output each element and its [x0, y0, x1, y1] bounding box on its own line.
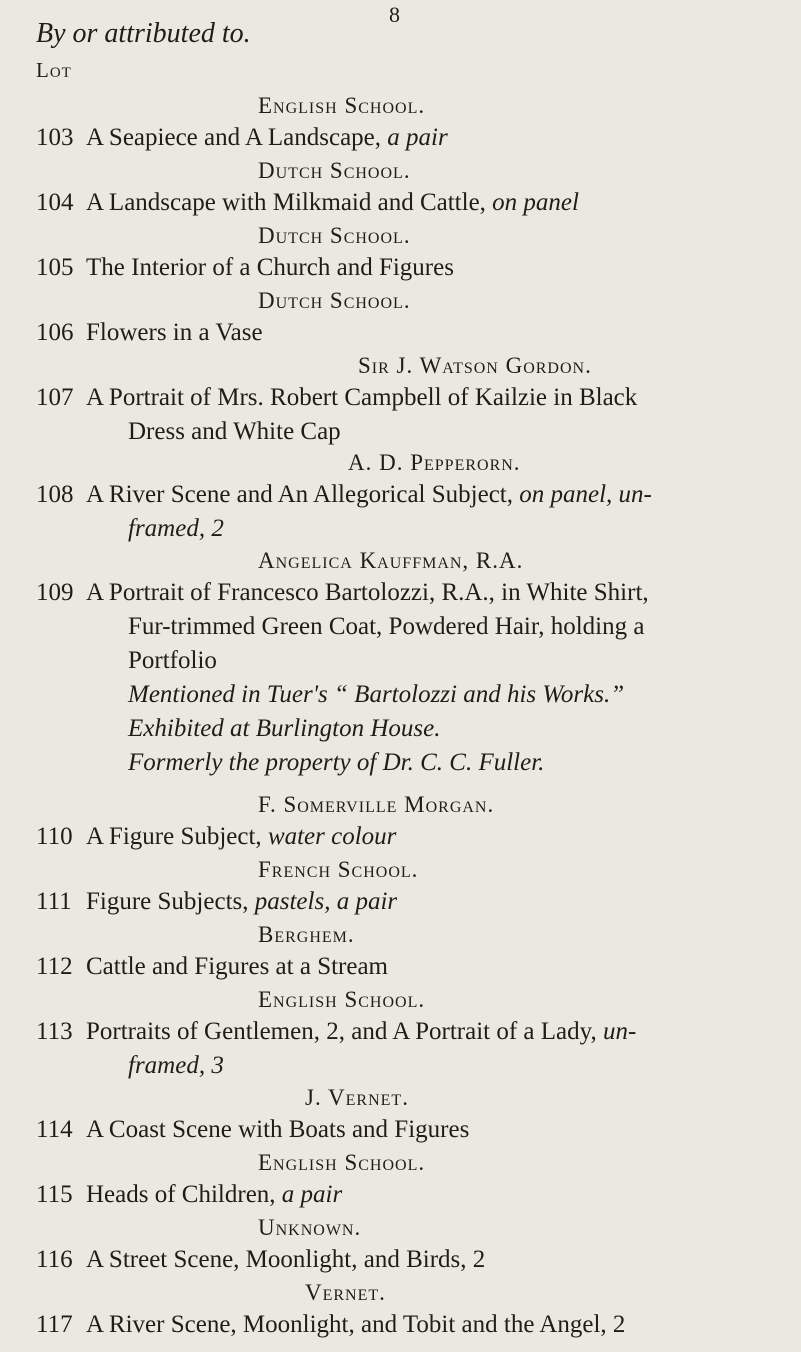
attribution: Dutch School. [258, 158, 411, 183]
page-number: 8 [389, 2, 400, 27]
attribution: A. D. Pepperorn. [348, 450, 521, 475]
lot-description: A Portrait of Mrs. Robert Campbell of Kailzie in Black [86, 384, 638, 411]
lot-number: 114 [36, 1116, 73, 1143]
attribution: English School. [258, 93, 426, 118]
lot-description: Flowers in a Vase [86, 319, 263, 346]
lot-description: A Seapiece and A Landscape, a pair [86, 124, 448, 151]
lot-entry [0, 1116, 801, 1150]
lot-note: Formerly the property of Dr. C. C. Fuller. [128, 749, 545, 776]
lot-description-cont: Portfolio [128, 647, 217, 674]
lot-description: Cattle and Figures at a Stream [86, 953, 389, 980]
lot-number: 112 [36, 953, 73, 980]
lot-note: Mentioned in Tuer's “ Bartolozzi and his Works.” [128, 681, 625, 708]
lot-description-cont: Fur-trimmed Green Coat, Powdered Hair, holding a [128, 613, 645, 640]
lot-entry [0, 254, 801, 288]
attribution: Dutch School. [258, 223, 411, 248]
lot-entry [0, 319, 801, 353]
attribution: Dutch School. [258, 288, 411, 313]
attribution: Vernet. [305, 1280, 386, 1305]
lot-number: 109 [36, 579, 74, 606]
lot-number: 104 [36, 189, 74, 216]
lot-description-cont: Dress and White Cap [128, 418, 341, 445]
lot-number: 110 [36, 823, 73, 850]
lot-number: 117 [36, 1311, 73, 1338]
page-heading: By or attributed to. [36, 18, 251, 49]
lot-entry [0, 481, 801, 515]
lot-description: Heads of Children, a pair [86, 1181, 343, 1208]
lot-entry [0, 1246, 801, 1280]
lot-description: Portraits of Gentlemen, 2, and A Portrait of a Lady, un- [86, 1018, 637, 1045]
lot-number: 113 [36, 1018, 73, 1045]
lot-description: A Street Scene, Moonlight, and Birds, 2 [86, 1246, 486, 1273]
lot-number: 107 [36, 384, 74, 411]
attribution: English School. [258, 1150, 426, 1175]
attribution: Berghem. [258, 922, 355, 947]
lot-entry [0, 124, 801, 158]
lot-description: A Coast Scene with Boats and Figures [86, 1116, 470, 1143]
lot-description-cont: framed, 2 [128, 515, 224, 542]
attribution: F. Somerville Morgan. [258, 792, 495, 817]
lot-number: 111 [36, 888, 72, 915]
attribution: Sir J. Watson Gordon. [358, 353, 592, 378]
attribution: Angelica Kauffman, R.A. [258, 548, 524, 573]
lot-number: 106 [36, 319, 74, 346]
lot-entry [0, 888, 801, 922]
lot-entry [0, 189, 801, 223]
attribution: French School. [258, 857, 419, 882]
lot-entry [0, 823, 801, 857]
lot-number: 103 [36, 124, 74, 151]
lot-description-cont: framed, 3 [128, 1052, 224, 1079]
lot-description: The Interior of a Church and Figures [86, 254, 454, 281]
attribution: J. Vernet. [305, 1085, 409, 1110]
lot-number: 116 [36, 1246, 73, 1273]
attribution: Unknown. [258, 1215, 362, 1240]
lot-description: A River Scene, Moonlight, and Tobit and the Angel, 2 [86, 1311, 626, 1338]
lot-entry [0, 1018, 801, 1052]
lot-entry [0, 1311, 801, 1345]
lot-number: 105 [36, 254, 74, 281]
lot-note: Exhibited at Burlington House. [128, 715, 441, 742]
lot-entry [0, 953, 801, 987]
lot-description: A Portrait of Francesco Bartolozzi, R.A., in White Shirt, [86, 579, 649, 606]
lot-number: 108 [36, 481, 74, 508]
lot-description: Figure Subjects, pastels, a pair [86, 888, 398, 915]
lot-description: A Landscape with Milkmaid and Cattle, on panel [86, 189, 579, 216]
lot-entry [0, 1181, 801, 1215]
lot-number: 115 [36, 1181, 73, 1208]
attribution: English School. [258, 987, 426, 1012]
lot-column-header: Lot [36, 58, 72, 82]
lot-description: A River Scene and An Allegorical Subject, on panel, un- [86, 481, 652, 508]
lot-description: A Figure Subject, water colour [86, 823, 397, 850]
lot-entry [0, 579, 801, 613]
lot-entry [0, 384, 801, 418]
